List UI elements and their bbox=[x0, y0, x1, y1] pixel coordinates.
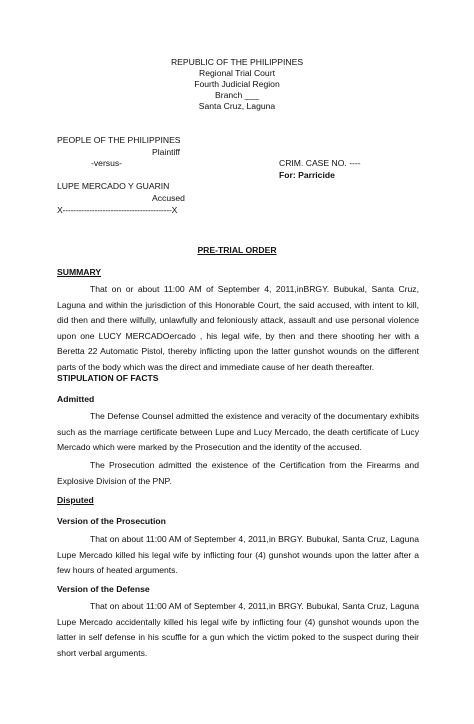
disputed-heading: Disputed bbox=[57, 495, 94, 505]
admitted-text-2: The Prosecution admitted the existence of the Certification from the Firearms and Explosive Division of the PNP. bbox=[57, 460, 419, 486]
case-number: CRIM. CASE NO. ---- bbox=[279, 158, 361, 168]
header-branch: Branch ___ bbox=[215, 90, 259, 100]
summary-text: That on or about 11:00 AM of September 4, 2011,inBRGY. Bubukal, Santa Cruz, Laguna and within the jurisdiction of this Honorable Court, the said accused, with intent to kill, did then and there wilfully, unlawfully and feloniously attack, assault and use personal violence upon one LUCY MERCADOercado , his legal wife, by then and there shooting her with a Beretta 22 Automatic Pistol, thereby inflicting upon the latter gunshot wounds on the different parts of the body which was the direct and immediate cause of her death thereafter. bbox=[57, 284, 419, 372]
document-title: PRE-TRIAL ORDER bbox=[197, 245, 277, 255]
header-court: Regional Trial Court bbox=[199, 68, 275, 78]
defense-heading: Version of the Defense bbox=[57, 584, 150, 594]
defense-paragraph bbox=[57, 599, 419, 661]
summary-heading: SUMMARY bbox=[57, 267, 102, 277]
admitted-paragraph-2 bbox=[57, 458, 419, 489]
versus-label: -versus- bbox=[91, 158, 123, 168]
case-offense: For: Parricide bbox=[279, 170, 335, 180]
defense-text: That on about 11:00 AM of September 4, 2011,in BRGY. Bubukal, Santa Cruz, Laguna Lupe Mercado accidentally killed his legal wife by inflicting four (4) gunshot wounds upon the latter in self defense in his scuffle for a gun which the victim poked to the suspect during their short verbal arguments. bbox=[57, 601, 419, 658]
prosecution-paragraph bbox=[57, 532, 419, 579]
stipulation-heading: STIPULATION OF FACTS bbox=[57, 373, 159, 383]
summary-paragraph bbox=[57, 282, 419, 376]
header-republic: REPUBLIC OF THE PHILIPPINES bbox=[170, 57, 304, 67]
accused-name: LUPE MERCADO Y GUARIN bbox=[57, 181, 170, 191]
plaintiff-name: PEOPLE OF THE PHILIPPINES bbox=[57, 135, 181, 145]
accused-label: Accused bbox=[152, 193, 185, 203]
admitted-paragraph-1 bbox=[57, 409, 419, 456]
admitted-heading: Admitted bbox=[57, 394, 95, 404]
prosecution-text: That on about 11:00 AM of September 4, 2011,in BRGY. Bubukal, Santa Cruz, Laguna Lupe Mercado killed his legal wife by inflicting four (4) gunshot wounds upon the latter after a few hours of heated arguments. bbox=[57, 534, 419, 576]
header-region: Fourth Judicial Region bbox=[194, 79, 280, 89]
header-location: Santa Cruz, Laguna bbox=[198, 101, 276, 111]
plaintiff-label: Plaintiff bbox=[152, 147, 181, 157]
admitted-text-1: The Defense Counsel admitted the existence and veracity of the documentary exhibits such as the marriage certificate between Lupe and Lucy Mercado, the death certificate of Lucy Mercado which were marked by the Prosecution and the identity of the accused. bbox=[57, 411, 419, 453]
prosecution-heading: Version of the Prosecution bbox=[57, 516, 166, 526]
caption-separator: X-----------------------------------------X bbox=[57, 205, 178, 215]
